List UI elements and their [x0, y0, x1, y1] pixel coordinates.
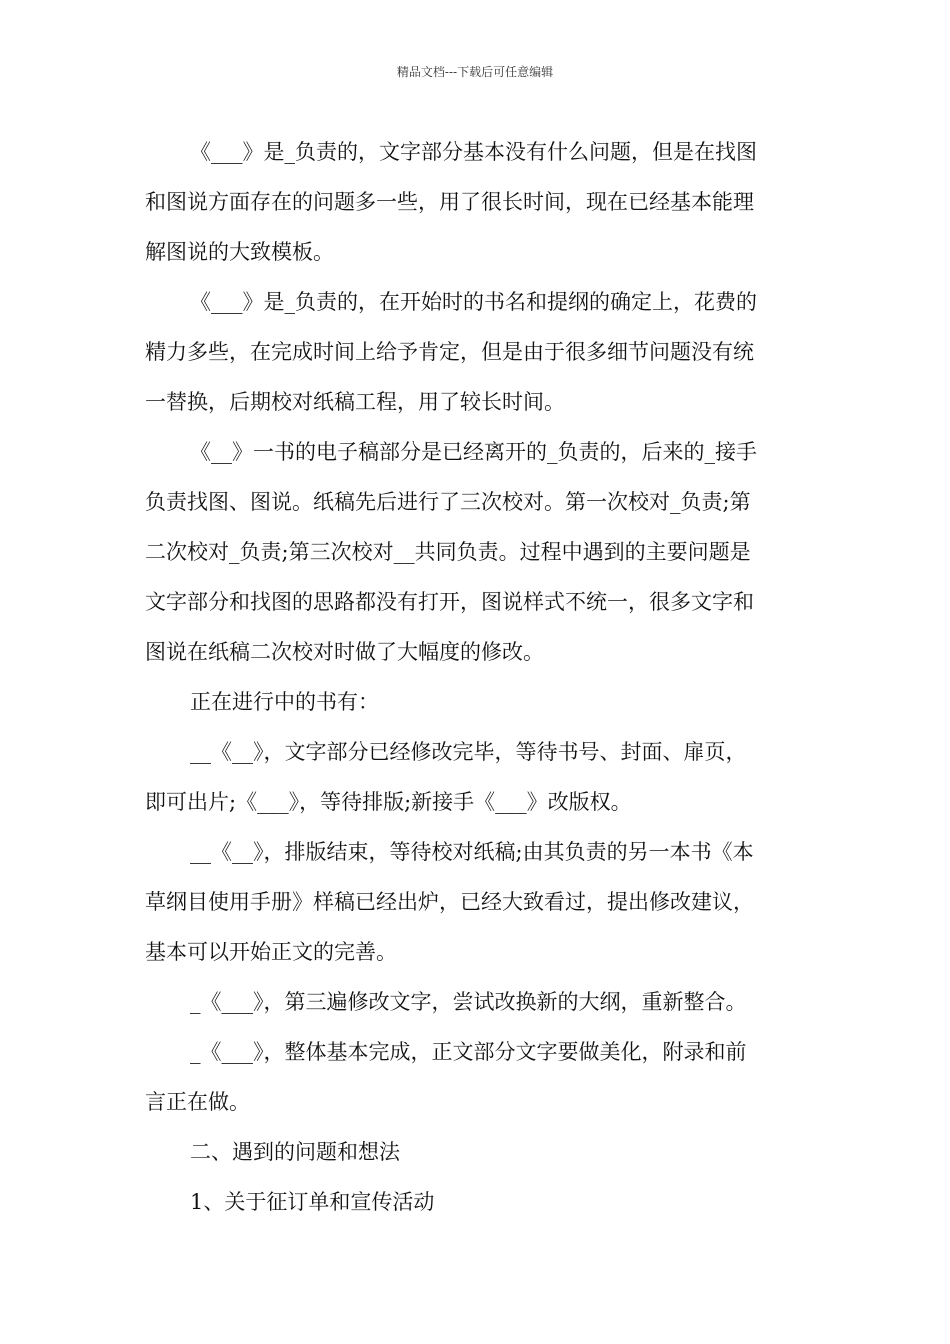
text-line: 一替换，后期校对纸稿工程，用了较长时间。: [145, 390, 565, 414]
paragraph: [145, 1027, 810, 1127]
text-line: 《__》一书的电子稿部分是已经离开的_负责的，后来的_接手: [190, 440, 757, 464]
paragraph: [145, 277, 810, 427]
text-line: 《___》是_负责的，在开始时的书名和提纲的确定上，花费的: [190, 290, 757, 314]
section-heading: [145, 1127, 810, 1177]
text-line: _《___》，整体基本完成，正文部分文字要做美化，附录和前: [190, 1040, 747, 1064]
paragraph: [145, 827, 810, 977]
subsection-heading: [145, 1177, 810, 1227]
paragraph: [145, 677, 810, 727]
page-header: 精品文档---下载后可任意编辑: [396, 65, 554, 79]
text-line: __《__》，文字部分已经修改完毕，等待书号、封面、扉页，: [190, 740, 747, 764]
text-line: 负责找图、图说。纸稿先后进行了三次校对。第一次校对_负责;第: [145, 490, 751, 514]
text-line: 和图说方面存在的问题多一些，用了很长时间，现在已经基本能理: [145, 190, 754, 214]
text-line: 即可出片;《___》，等待排版;新接手《___》改版权。: [145, 790, 632, 814]
text-line: 1、关于征订单和宣传活动: [190, 1190, 435, 1214]
text-line: 正在进行中的书有：: [190, 690, 379, 714]
paragraph: [145, 727, 810, 827]
text-line: 言正在做。: [145, 1090, 250, 1114]
paragraph: [145, 427, 810, 677]
text-line: 二、遇到的问题和想法: [190, 1140, 400, 1164]
paragraph: [145, 127, 810, 277]
text-line: 二次校对_负责;第三次校对__共同负责。过程中遇到的主要问题是: [145, 540, 751, 564]
text-line: 图说在纸稿二次校对时做了大幅度的修改。: [145, 640, 544, 664]
text-line: 解图说的大致模板。: [145, 240, 334, 264]
text-line: 基本可以开始正文的完善。: [145, 940, 397, 964]
text-line: __《__》，排版结束，等待校对纸稿;由其负责的另一本书《本: [190, 840, 754, 864]
text-line: 文字部分和找图的思路都没有打开，图说样式不统一，很多文字和: [145, 590, 754, 614]
paragraph: [145, 977, 810, 1027]
text-line: 精力多些，在完成时间上给予肯定，但是由于很多细节问题没有统: [145, 340, 754, 364]
text-line: 草纲目使用手册》样稿已经出炉，已经大致看过，提出修改建议，: [145, 890, 754, 914]
text-line: _《___》，第三遍修改文字，尝试改换新的大纲，重新整合。: [190, 990, 747, 1014]
document-body: [145, 127, 810, 1227]
text-line: 《___》是_负责的，文字部分基本没有什么问题，但是在找图: [190, 140, 757, 164]
